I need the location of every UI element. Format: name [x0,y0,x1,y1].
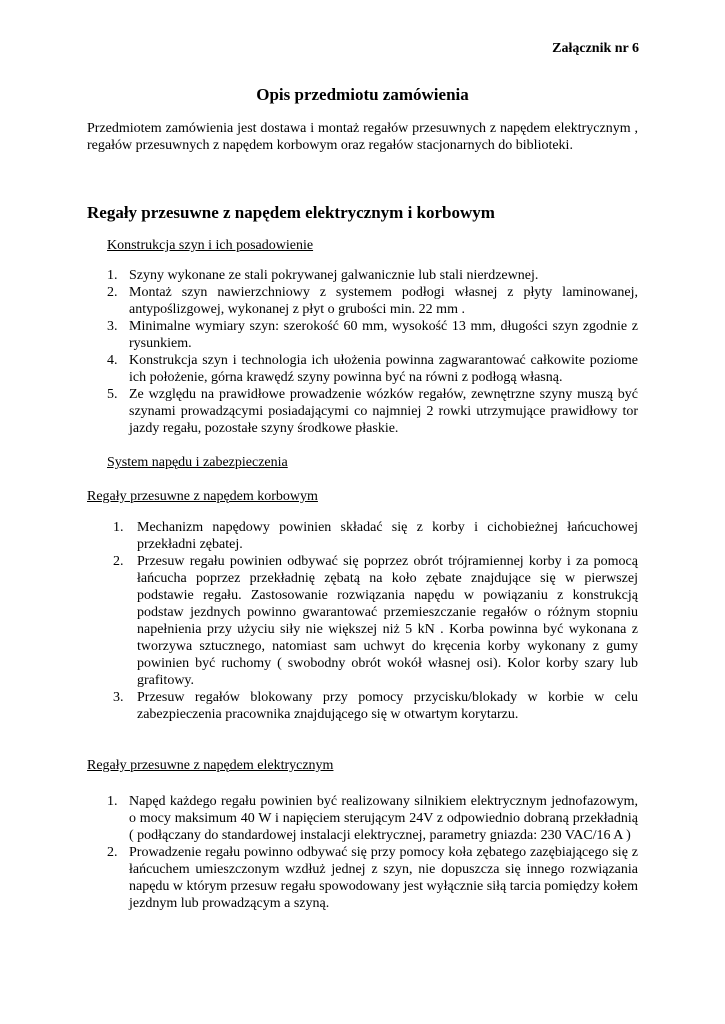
list-item [107,386,638,437]
item-number: 2. [113,554,124,569]
section-heading: Regały przesuwne z napędem elektrycznym i korbowym [87,203,495,222]
item-number: 3. [107,319,118,334]
document-title: Opis przedmiotu zamówienia [256,85,469,104]
list-item [107,284,638,318]
item-number: 2. [107,285,118,300]
item-number: 3. [113,690,124,705]
crank-list [113,519,638,723]
electric-list [107,793,638,912]
drive-system-subheading: System napędu i zabezpieczenia [107,455,288,470]
list-item [113,519,638,553]
list-item [113,553,638,689]
item-text: Przesuw regału powinien odbywać się poprzez obrót trójramiennej korby i za pomocą łańcucha poprzez przekładnię zębatą na koło zębate znajdujące się w pierwszej podstawie regału. Zastosowanie rozwiązania napędu w powiązaniu z konstrukcją podstaw jezdnych powinno gwarantować przemieszczanie regałów o różnym stopniu napełnienia przy użyciu siły nie większej niż 5 kN . Korba powinna być wykonana z tworzywa sztucznego, natomiast sam uchwyt do kręcenia korby wykonany z gumy powinien być ruchomy ( swobodny obrót wokół własnej osi). Kolor korby szary lub grafitowy. [137,554,638,688]
item-number: 1. [107,794,118,809]
item-text: Konstrukcja szyn i technologia ich ułożenia powinna zagwarantować całkowite poziome ich położenie, górna krawędź szyny powinna być na równi z podłogą własną. [129,353,638,385]
crank-subheading: Regały przesuwne z napędem korbowym [87,489,318,504]
list-item [107,318,638,352]
list-item [107,844,638,912]
list-item [107,793,638,844]
item-number: 1. [113,520,124,535]
item-text: Ze względu na prawidłowe prowadzenie wózków regałów, zewnętrzne szyny muszą być szynami prowadzącymi posiadającymi co najmniej 2 rowki utrzymujące prawidłowy tor jazdy regału, pozostałe szyny środkowe płaskie. [129,387,638,436]
rails-list [107,267,638,437]
item-number: 1. [107,268,118,283]
item-text: Szyny wykonane ze stali pokrywanej galwanicznie lub stali nierdzewnej. [129,268,539,283]
rails-subheading: Konstrukcja szyn i ich posadowienie [107,238,314,253]
item-text: Mechanizm napędowy powinien składać się z korby i cichobieżnej łańcuchowej przekładni zębatej. [137,520,638,552]
electric-subheading: Regały przesuwne z napędem elektrycznym [87,758,334,773]
item-text: Prowadzenie regału powinno odbywać się przy pomocy koła zębatego zazębiającego się z łańcuchem umieszczonym wzdłuż jednej z szyn, nie dopuszcza się innego rozwiązania napędu w którym przesuw regału spowodowany jest wyłącznie siłą tarcia pomiędzy kołem jezdnym lub prowadzącym a szyną. [129,845,638,911]
list-item [113,689,638,723]
item-number: 5. [107,387,118,402]
annex-label: Załącznik nr 6 [552,41,639,56]
item-number: 2. [107,845,118,860]
item-number: 4. [107,353,118,368]
list-item [107,352,638,386]
item-text: Napęd każdego regału powinien być realizowany silnikiem elektrycznym jednofazowym, o mocy maksimum 40 W i napięciem sterującym 24V z odpowiednio dobraną przekładnią ( podłączany do standardowej instalacji elektrycznej, parametry gniazda: 230 VAC/16 A ) [129,794,638,843]
intro-paragraph: Przedmiotem zamówienia jest dostawa i montaż regałów przesuwnych z napędem elektrycznym , regałów przesuwnych z napędem korbowym oraz regałów stacjonarnych do biblioteki. [87,121,638,153]
item-text: Przesuw regałów blokowany przy pomocy przycisku/blokady w korbie w celu zabezpieczenia pracownika znajdującego się w otwartym korytarzu. [137,690,638,722]
list-item [107,267,638,284]
item-text: Montaż szyn nawierzchniowy z systemem podłogi własnej z płyty laminowanej, antypoślizgowej, wykonanej z płyt o grubości min. 22 mm . [129,285,638,317]
item-text: Minimalne wymiary szyn: szerokość 60 mm, wysokość 13 mm, długości szyn zgodnie z rysunkiem. [129,319,638,351]
